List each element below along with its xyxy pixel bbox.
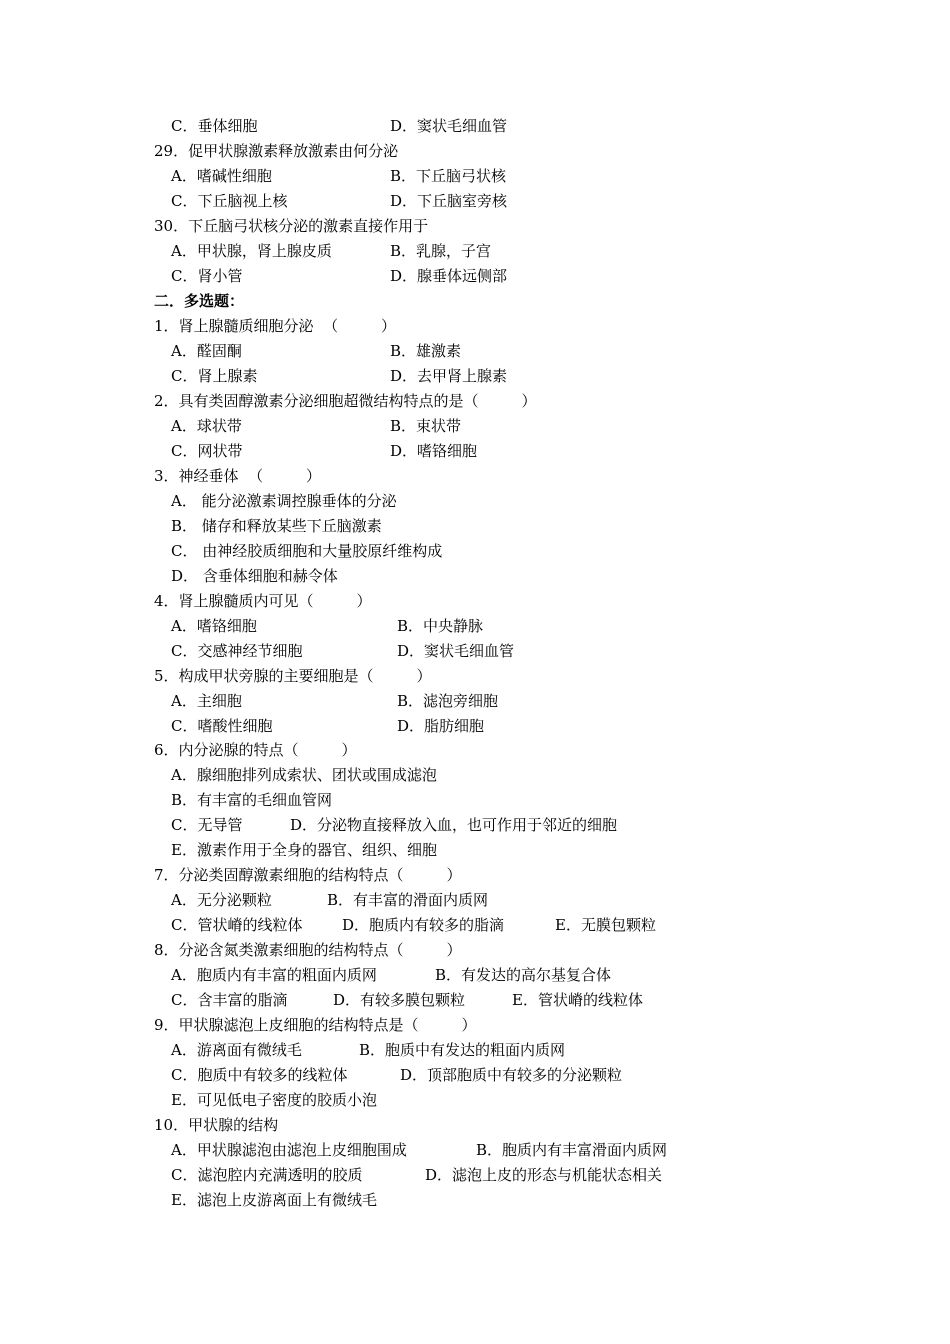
question-4: 4．肾上腺髓质内可见（ ） — [154, 592, 372, 610]
question-1: 1．肾上腺髓质细胞分泌 （ ） — [154, 317, 396, 335]
option-b: B．胞质中有发达的粗面内质网 — [359, 1041, 566, 1059]
option-d: D．下丘脑室旁核 — [390, 192, 508, 210]
option-d: D．滤泡上皮的形态与机能状态相关 — [425, 1166, 663, 1184]
option-c: C．肾上腺素 — [171, 367, 258, 385]
option-d: D．窦状毛细血管 — [397, 642, 515, 660]
option-c: C．下丘脑视上核 — [171, 192, 288, 210]
question-7: 7．分泌类固醇激素细胞的结构特点（ ） — [154, 866, 462, 884]
option-c: C．嗜酸性细胞 — [171, 717, 273, 735]
option-d: D．分泌物直接释放入血，也可作用于邻近的细胞 — [290, 816, 618, 834]
option-a: A．甲状腺，肾上腺皮质 — [171, 242, 332, 260]
option-c: C．管状嵴的线粒体 — [171, 916, 303, 934]
option-a: A．嗜碱性细胞 — [171, 167, 272, 185]
question-10: 10．甲状腺的结构 — [154, 1116, 279, 1134]
option-a: A．胞质内有丰富的粗面内质网 — [171, 966, 377, 984]
option-a: A．主细胞 — [171, 692, 242, 710]
option-c: C．交感神经节细胞 — [171, 642, 303, 660]
option-a: A．球状带 — [171, 417, 242, 435]
option-b: B．下丘脑弓状核 — [390, 167, 507, 185]
option-b: B．乳腺，子宫 — [390, 242, 492, 260]
question-8: 8．分泌含氮类激素细胞的结构特点（ ） — [154, 941, 462, 959]
option-c: C． 由神经胶质细胞和大量胶原纤维构成 — [171, 542, 443, 560]
option-d: D．嗜铬细胞 — [390, 442, 478, 460]
option-a: A．游离面有微绒毛 — [171, 1041, 302, 1059]
option-e: E．激素作用于全身的器官、组织、细胞 — [171, 841, 437, 859]
option-c: C．含丰富的脂滴 — [171, 991, 288, 1009]
option-b: B．滤泡旁细胞 — [397, 692, 499, 710]
option-b: B．束状带 — [390, 417, 462, 435]
option-b: B． 储存和释放某些下丘脑激素 — [171, 517, 382, 535]
option-b: B．胞质内有丰富滑面内质网 — [476, 1141, 668, 1159]
option-c: C．胞质中有较多的线粒体 — [171, 1066, 348, 1084]
option-d: D．脂肪细胞 — [397, 717, 485, 735]
option-b: B．有丰富的滑面内质网 — [327, 891, 489, 909]
option-e: E．滤泡上皮游离面上有微绒毛 — [171, 1191, 377, 1209]
question-9: 9．甲状腺滤泡上皮细胞的结构特点是（ ） — [154, 1016, 477, 1034]
option-a: A． 能分泌激素调控腺垂体的分泌 — [171, 492, 397, 510]
option-c: C．肾小管 — [171, 267, 243, 285]
question-2: 2．具有类固醇激素分泌细胞超微结构特点的是（ ） — [154, 392, 537, 410]
question-6: 6．内分泌腺的特点（ ） — [154, 741, 357, 759]
option-c: C．无导管 — [171, 816, 243, 834]
option-c: C．网状带 — [171, 442, 243, 460]
option-e: E．可见低电子密度的胶质小泡 — [171, 1091, 377, 1109]
question-3: 3．神经垂体 （ ） — [154, 467, 321, 485]
option-b: B．有丰富的毛细血管网 — [171, 791, 333, 809]
option-d: D．胞质内有较多的脂滴 — [342, 916, 505, 934]
section-heading: 二．多选题： — [154, 292, 245, 310]
question-29: 29．促甲状腺激素释放激素由何分泌 — [154, 142, 399, 160]
option-b: B．雄激素 — [390, 342, 462, 360]
option-d: D．窦状毛细血管 — [390, 117, 508, 135]
question-30: 30．下丘脑弓状核分泌的激素直接作用于 — [154, 217, 429, 235]
option-d: D．腺垂体远侧部 — [390, 267, 508, 285]
option-d: D． 含垂体细胞和赫令体 — [171, 567, 338, 585]
option-e: E．无膜包颗粒 — [555, 916, 656, 934]
option-b: B．有发达的高尔基复合体 — [435, 966, 612, 984]
option-c: C．垂体细胞 — [171, 117, 258, 135]
option-a: A．醛固酮 — [171, 342, 242, 360]
option-a: A．无分泌颗粒 — [171, 891, 272, 909]
option-a: A．嗜铬细胞 — [171, 617, 257, 635]
option-e: E．管状嵴的线粒体 — [512, 991, 643, 1009]
option-d: D．有较多膜包颗粒 — [333, 991, 466, 1009]
option-d: D．顶部胞质中有较多的分泌颗粒 — [400, 1066, 623, 1084]
option-a: A．腺细胞排列成索状、团状或围成滤泡 — [171, 766, 437, 784]
option-d: D．去甲肾上腺素 — [390, 367, 508, 385]
option-a: A．甲状腺滤泡由滤泡上皮细胞围成 — [171, 1141, 407, 1159]
option-b: B．中央静脉 — [397, 617, 484, 635]
option-c: C．滤泡腔内充满透明的胶质 — [171, 1166, 363, 1184]
question-5: 5．构成甲状旁腺的主要细胞是（ ） — [154, 667, 432, 685]
